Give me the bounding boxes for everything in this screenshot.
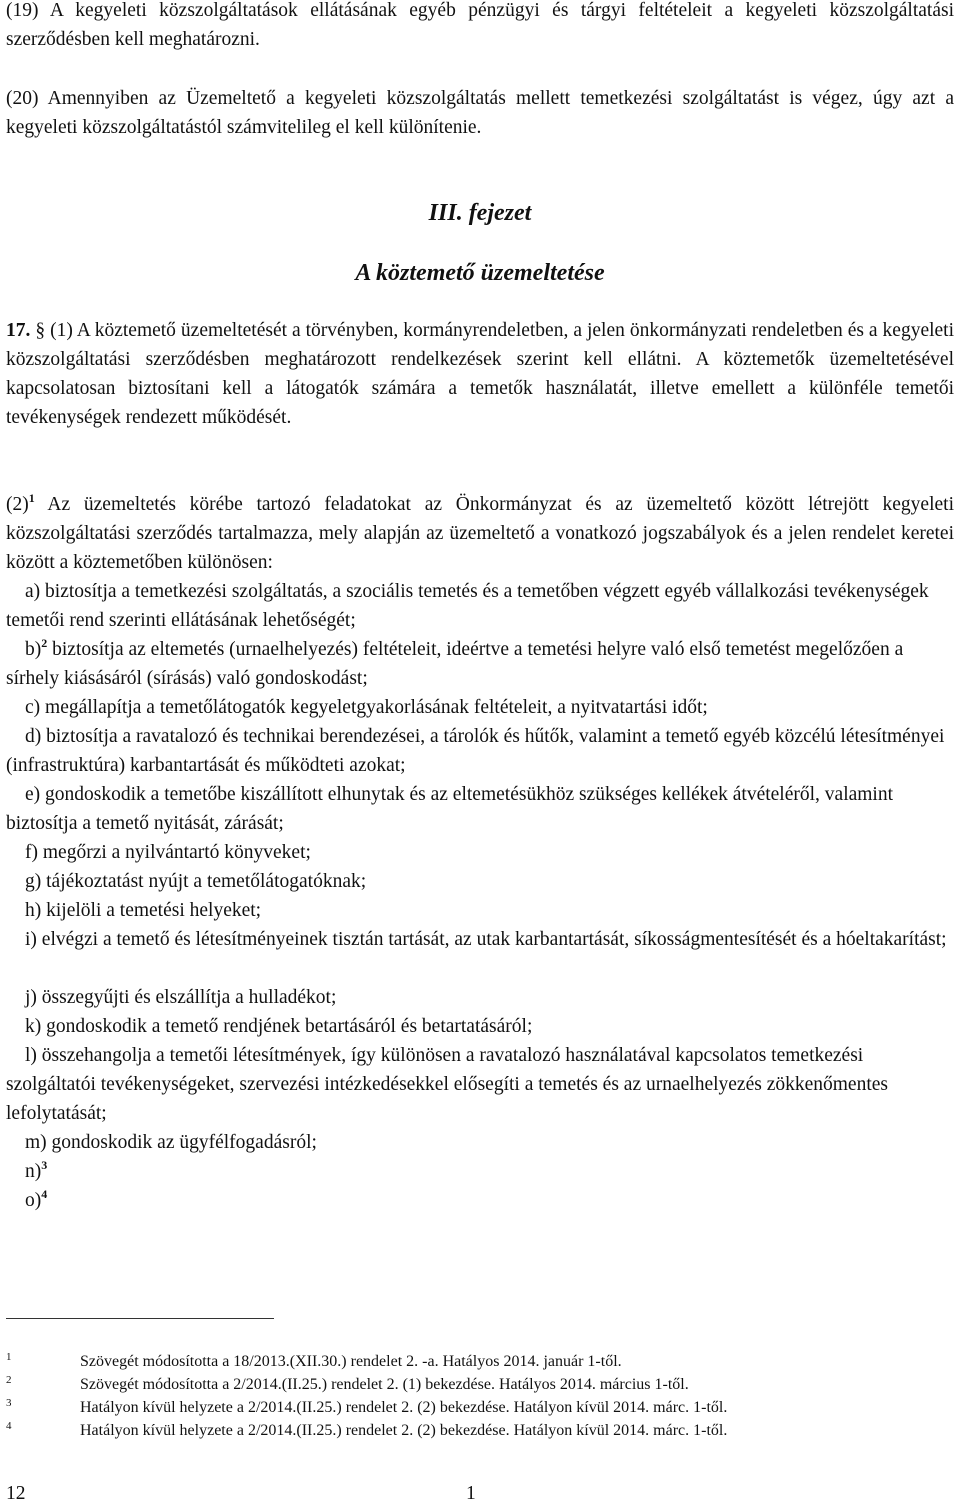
footnote-ref-4: 4 <box>41 1187 48 1201</box>
section-sign: § <box>35 320 46 341</box>
section-number: 17. <box>6 320 31 341</box>
list-item-c: c) megállapítja a temetőlátogatók kegyeletgyakorlásának feltételeit, a nyitvatartási időt; <box>25 697 708 718</box>
list-item-h: h) kijelöli a temetési helyeket; <box>25 900 262 921</box>
list-item-a: a) biztosítja a temetkezési szolgáltatás, a szociális temetés és a temetőben végzett egyéb vállalkozási tevékenységek temetői rend szerinti ellátásának lehetőségét; <box>6 581 929 631</box>
list-item-n: n)$^3$ <box>25 1158 48 1182</box>
paragraph-2-text: Az üzemeltetés körébe tartozó feladatokat az Önkormányzat és az üzemeltető között létrejött kegyeleti közszolgáltatási szerződés tartalmazza, mely alapján az üzemeltető a vonatkozó jogszabályok és a jelen rendelet keretei között a köztemetőben különösen: <box>6 494 954 573</box>
footnote-2: 2 Szövegét módosította a 2/2014.(II.25.) rendelet 2. (1) bekezdése. Hatályos 2014. március 1-től. <box>6 1374 689 1393</box>
footnote-1: 1 Szövegét módosította a 18/2013.(XII.30.) rendelet 2. -a. Hatályos 2014. január 1-től. <box>6 1351 622 1370</box>
section-17-paragraph-1 <box>6 316 954 432</box>
list-item-m: m) gondoskodik az ügyfélfogadásról; <box>25 1132 317 1153</box>
list-item-g: g) tájékoztatást nyújt a temetőlátogatóknak; <box>25 871 367 892</box>
list-item-i: i) elvégzi a temető és létesítményeinek tisztán tartását, az utak karbantartását, síkosságmentesítését és a hóeltakarítást; <box>25 929 947 950</box>
footnote-ref-3: 3 <box>41 1158 48 1172</box>
list-item-e: e) gondoskodik a temetőbe kiszállított elhunytak és az eltemetésükhöz szükséges kellékek átvételéről, valamint biztosítja a temető nyitását, zárását; <box>6 784 894 834</box>
page-number-center: 1 <box>466 1483 476 1504</box>
footnote-4: 4 Hatályon kívül helyzete a 2/2014.(II.25.) rendelet 2. (2) bekezdése. Hatályon kívül 2014. márc. 1-től. <box>6 1420 728 1439</box>
footnote-ref-2: 2 <box>41 636 48 650</box>
footnote-3: 3 Hatályon kívül helyzete a 2/2014.(II.25.) rendelet 2. (2) bekezdése. Hatályon kívül 2014. márc. 1-től. <box>6 1397 728 1416</box>
paragraph-19: (19) A kegyeleti közszolgáltatások ellátásának egyéb pénzügyi és tárgyi feltételeit a kegyeleti közszolgáltatási szerződésben kell meghatározni. <box>6 0 954 50</box>
page-number-left: 12 <box>6 1483 26 1504</box>
list-item-j: j) összegyűjti és elszállítja a hulladékot; <box>25 987 337 1008</box>
footnote-separator <box>6 1318 274 1319</box>
list-item-b: b)$^2$ biztosítja az eltemetés (urnaelhelyezés) feltételeit, ideértve a temetési helyre való első temetést megelőzően a sírhely kiásásáról (sírásás) való gondoskodást; <box>6 636 904 689</box>
list-item-l: l) összehangolja a temetői létesítmények, így különösen a ravatalozó használatával kapcsolatos temetkezési szolgáltatói tevékenységeket, szervezési intézkedésekkel elősegíti a temetés és az urnaelhelyezés zökkenőmentes lefolytatását; <box>6 1045 888 1124</box>
section-17-paragraph-2 <box>6 490 954 577</box>
footnote-ref-1: 1 <box>28 491 35 505</box>
chapter-title: A köztemető üzemeltetése <box>355 260 605 286</box>
chapter-number: III. fejezet <box>428 200 532 226</box>
list-item-d: d) biztosítja a ravatalozó és technikai berendezései, a tárolók és hűtők, valamint a temető egyéb közcélú létesítményei (infrastruktúra) karbantartását és működteti azokat; <box>6 726 945 776</box>
paragraph-20: (20) Amennyiben az Üzemeltető a kegyeleti közszolgáltatás mellett temetkezési szolgáltatást is végez, úgy azt a kegyeleti közszolgáltatástól számvitelileg el kell különítenie. <box>6 88 954 138</box>
list-item-f: f) megőrzi a nyilvántartó könyveket; <box>25 842 311 863</box>
list-item-o: o)$^4$ <box>25 1187 48 1211</box>
list-item-k: k) gondoskodik a temető rendjének betartásáról és betartatásáról; <box>25 1016 533 1037</box>
paragraph-2-prefix: (2) <box>6 494 29 515</box>
section-17-text: (1) A köztemető üzemeltetését a törvényben, kormányrendeletben, a jelen önkormányzati rendeletben és a kegyeleti közszolgáltatási szerződésben meghatározott rendelkezések szerint kell ellátni. A köztemetők üzemeltetésével kapcsolatosan biztosítani kell a látogatók számára a temetők használatát, illetve emellett a különféle temetői tevékenységek rendezett működését. <box>6 320 955 428</box>
